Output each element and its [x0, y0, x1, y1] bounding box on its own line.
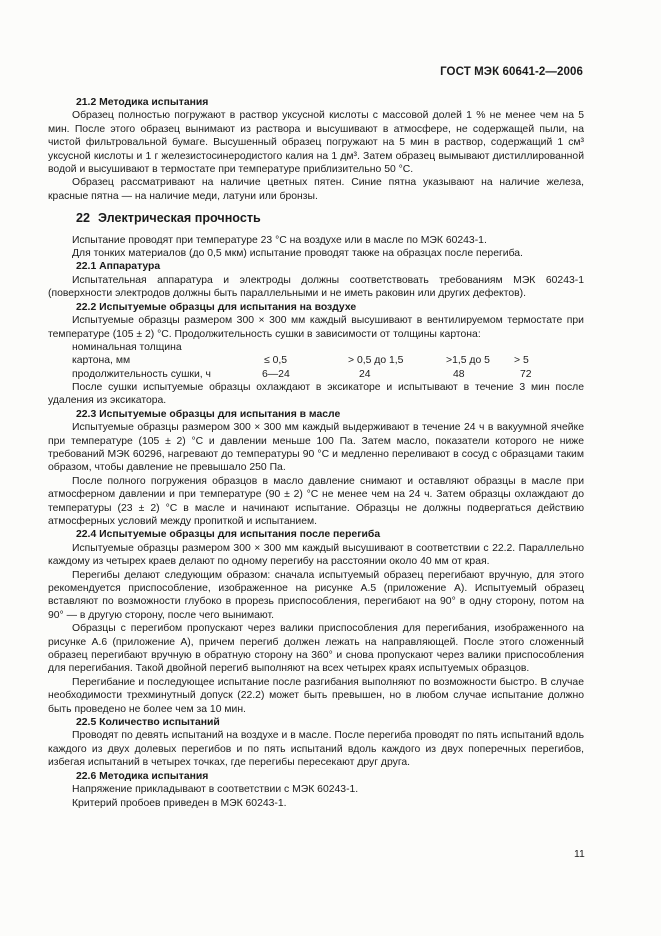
heading-22-5: 22.5 Количество испытаний: [76, 717, 220, 729]
heading-21-2: 21.2 Методика испытания: [76, 97, 209, 108]
page-number: 11: [574, 849, 585, 860]
table-cell: продолжительность сушки, ч: [72, 368, 211, 380]
paragraph: Для тонких материалов (до 0,5 мкм) испытание проводят также на образцах после перегиба.: [72, 248, 523, 260]
table-row: [48, 341, 584, 354]
table-label: номинальная толщина: [72, 341, 182, 353]
drying-table: [48, 341, 584, 381]
paragraph: Перегибы делают следующим образом: сначала испытуемый образец перегибают вручную, для этого рекомендуется приспособление, изображенное на рисунке А.5 (приложение А). Испытуемый образец вставляют по возможности глубоко в прорезь приспособления, перегибают на 90° в одну сторону, потом на 90° — в другую сторону, после чего вынимают.: [48, 569, 584, 621]
paragraph: После полного погружения образцов в масло давление снимают и оставляют образцы в масле при атмосферном давлении и при температуре (90 ± 2) °С не менее чем на 24 ч. Затем образцы охлаждают до температуры (23 ± 2) °С в масле и начинают испытание. Образцы не должны подвергаться действию атмосферных условий между пропиткой и испытанием.: [48, 475, 584, 527]
paragraph: Образец рассматривают на наличие цветных пятен. Синие пятна указывают на наличие железа, красные пятна — на наличие меди, латуни или бронзы.: [48, 177, 584, 202]
table-cell: 72: [520, 368, 532, 380]
paragraph: Образцы с перегибом пропускают через валики приспособления для перегибания, изображенного на рисунке А.6 (приложение А), причем перегиб должен лежать на направляющей. После этого сложенный образец перегибают вручную в обратную сторону на 360° и снова пропускают через валики приспособления для перегибания. Такой двойной перегиб выполняют на всех четырех краях испытуемых образцов.: [48, 623, 584, 675]
heading-22-2: 22.2 Испытуемые образцы для испытания на воздухе: [76, 301, 357, 313]
paragraph: Образец полностью погружают в раствор уксусной кислоты с массовой долей 1 % не менее чем на 5 мин. После этого образец вынимают из раствора и высушивают в атмосфере, не содержащей пыли, на чистой фильтровальной бумаге. Высушенный образец погружают на 5 мин в раствор, содержащий 1 см³ уксусной кислоты и 1 г железистосинеродистого калия на 1 дм³. Затем образец вымывают дистиллированной водой и высушивают в термостате при температуре приблизительно 50 °С.: [48, 110, 584, 176]
paragraph: Испытуемые образцы размером 300 × 300 мм каждый выдерживают в течение 24 ч в вакуумной ячейке при температуре (105 ± 2) °С и давлении меньше 100 Па. Затем масло, показатели которого не ниже требований МЭК 60296, нагревают до температуры 90 °С и медленно переливают в сосуд с образцами таким образом, чтобы давление не превышало 250 Па.: [48, 422, 584, 474]
paragraph: После сушки испытуемые образцы охлаждают в эксикаторе и испытывают в течение 3 мин после удаления из эксикатора.: [48, 381, 584, 407]
table-cell: 48: [453, 368, 465, 380]
table-cell: 24: [359, 368, 371, 380]
paragraph: Испытательная аппаратура и электроды должны соответствовать требованиям МЭК 60243-1 (поверхности электродов должны быть параллельными и не иметь раковин или других дефектов).: [48, 274, 584, 300]
heading-22-3: 22.3 Испытуемые образцы для испытания в масле: [76, 408, 341, 420]
paragraph: Напряжение прикладывают в соответствии с МЭК 60243-1.: [72, 784, 359, 796]
paragraph: Перегибание и последующее испытание после разгибания выполняют по возможности быстро. В случае необходимости трехминутный допуск (22.2) может быть превышен, но в любом случае испытание должно быть проведено не более чем за 10 мин.: [48, 676, 584, 715]
paragraph: Испытуемые образцы размером 300 × 300 мм каждый высушивают в вентилируемом термостате при температуре (105 ± 2) °С. Продолжительность сушки в зависимости от толщины картона:: [48, 315, 584, 340]
section-title: Электрическая прочность: [98, 211, 261, 226]
paragraph: Критерий пробоев приведен в МЭК 60243-1.: [72, 797, 287, 809]
section-number: 22: [76, 211, 91, 226]
table-cell: 6—24: [262, 368, 290, 380]
table-cell: > 0,5 до 1,5: [348, 355, 404, 367]
section-title-22: [76, 212, 584, 225]
paragraph: Проводят по девять испытаний на воздухе и в масле. После перегиба проводят по пять испытаний вдоль каждого из двух долевых перегибов и по пять испытаний вдоль каждого из двух поперечных перегибов, избегая испытаний в четырех точках, где перегибы пересекают друг друга.: [48, 730, 584, 769]
heading-22-4: 22.4 Испытуемые образцы для испытания после перегиба: [76, 529, 381, 541]
table-cell: >1,5 до 5: [446, 355, 490, 367]
document-body: [48, 96, 584, 810]
table-cell: > 5: [514, 355, 529, 367]
document-header: ГОСТ МЭК 60641-2—2006: [440, 66, 583, 78]
table-cell: картона, мм: [72, 355, 131, 367]
paragraph: Испытание проводят при температуре 23 °С на воздухе или в масле по МЭК 60243-1.: [72, 234, 487, 246]
table-row: [48, 354, 584, 367]
table-cell: ≤ 0,5: [264, 355, 288, 367]
paragraph: Испытуемые образцы размером 300 × 300 мм каждый высушивают в соответствии с 22.2. Параллельно каждому из четырех краев делают по одному перегибу на расстоянии около 40 мм от края.: [48, 542, 584, 568]
heading-22-1: 22.1 Аппаратура: [76, 261, 161, 273]
table-row: [48, 368, 584, 381]
heading-22-6: 22.6 Методика испытания: [76, 770, 209, 782]
